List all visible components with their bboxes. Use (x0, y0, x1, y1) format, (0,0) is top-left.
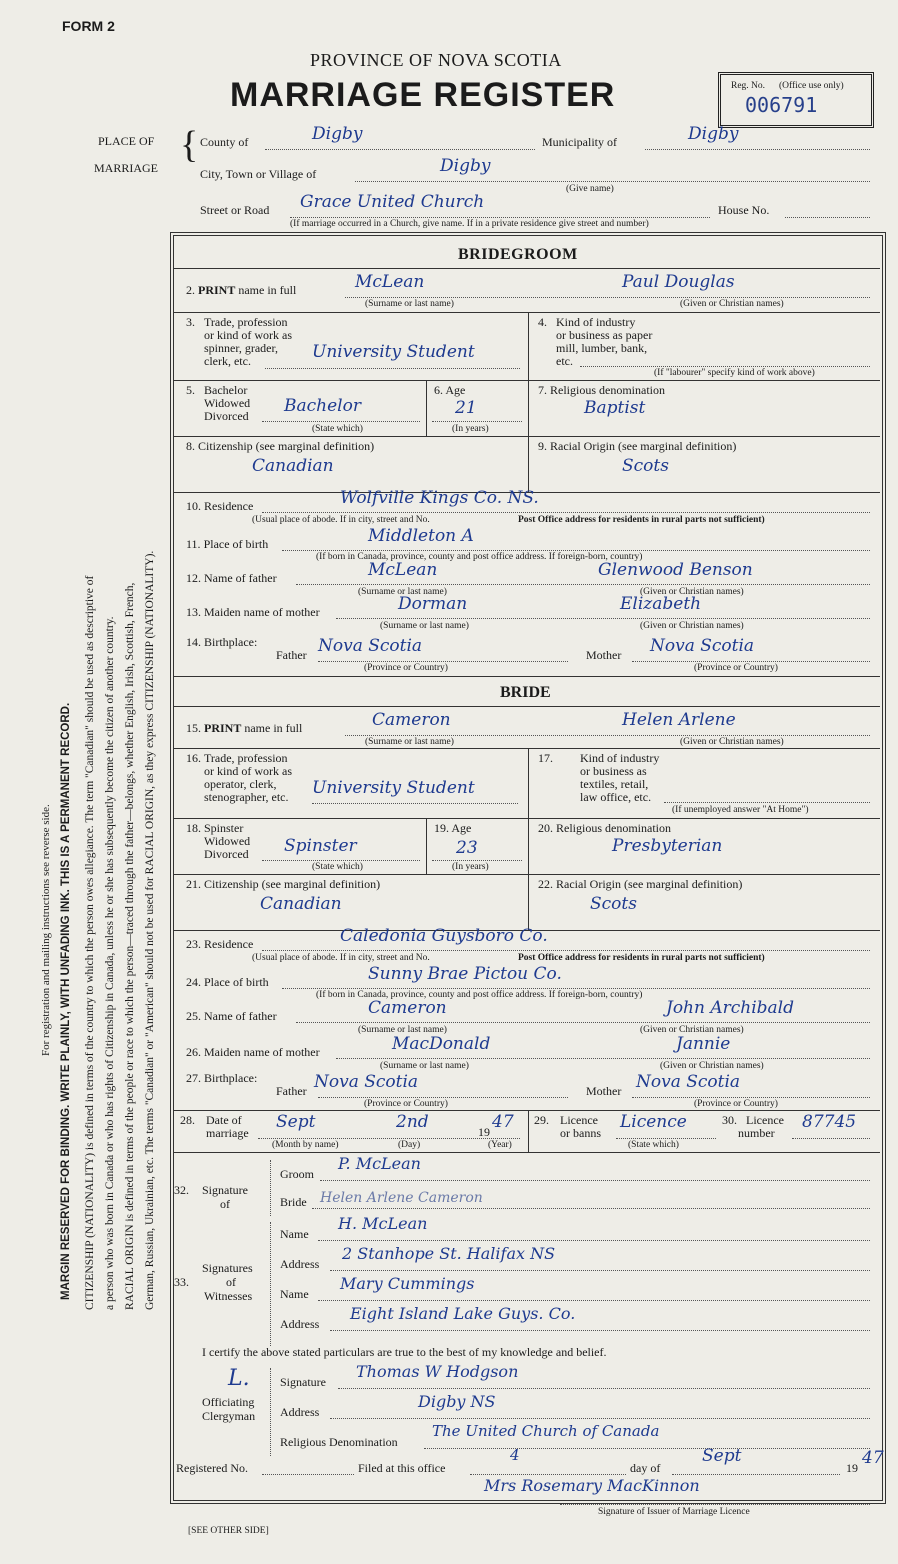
groom-father-given: Glenwood Benson (598, 560, 753, 580)
f28-line-1: Date of (206, 1113, 242, 1127)
f14-label: Birthplace: (204, 635, 258, 649)
bride-surname: Cameron (372, 710, 451, 730)
filed-label: Filed at this office (358, 1461, 446, 1475)
f14-father-label: Father (276, 648, 307, 662)
groom-status: Bachelor (284, 396, 361, 416)
f4-line-2: or business as paper (556, 328, 653, 342)
bride-mother-surname: MacDonald (392, 1034, 491, 1054)
witness-2-name: Mary Cummings (340, 1274, 475, 1293)
bride-religion: Presbyterian (612, 836, 723, 856)
street-value: Grace United Church (300, 192, 485, 212)
f16-line-3: operator, clerk, (204, 777, 277, 791)
f20-num: 20. (538, 821, 553, 835)
f26-label: Maiden name of mother (204, 1045, 320, 1059)
f27-mother-label: Mother (586, 1084, 622, 1098)
f12-label: Name of father (204, 571, 277, 585)
groom-surname: McLean (355, 272, 425, 292)
f28-line-2: marriage (206, 1126, 249, 1140)
f14-mother-label: Mother (586, 648, 622, 662)
groom-given-note: (Given or Christian names) (680, 299, 784, 309)
f18-num: 18. (186, 821, 201, 835)
bride-father-birthplace: Nova Scotia (314, 1072, 419, 1092)
licence-number: 87745 (802, 1112, 857, 1132)
groom-mother-surname: Dorman (398, 594, 468, 614)
bride-signature: Helen Arlene Cameron (320, 1190, 483, 1206)
f27-father-note: (Province or Country) (364, 1099, 448, 1109)
clergy-denomination-label: Religious Denomination (280, 1435, 398, 1449)
licence-state-which: (State which) (628, 1140, 679, 1150)
f5-line-2: Widowed (204, 396, 251, 410)
bride-mother-birthplace: Nova Scotia (636, 1072, 741, 1092)
f4-line-1: Kind of industry (556, 315, 636, 329)
bride-age: 23 (456, 838, 478, 858)
groom-father-birthplace: Nova Scotia (318, 636, 423, 656)
f10-label: Residence (204, 499, 254, 513)
groom-mother-given: Elizabeth (620, 594, 702, 614)
f29-num: 29. (534, 1113, 549, 1127)
bride-sig-label: Bride (280, 1195, 307, 1209)
bride-state-which: (State which) (312, 862, 363, 872)
f23-num: 23. (186, 937, 201, 951)
street-note: (If marriage occurred in a Church, give name. If in a private residence give street and number) (290, 219, 649, 229)
w1-name-label: Name (280, 1227, 309, 1241)
f24-num: 24. (186, 975, 201, 989)
filed-year-prefix: 19 (846, 1461, 858, 1475)
w2-address-label: Address (280, 1317, 320, 1331)
f17-line-4: law office, etc. (580, 790, 652, 804)
margin-line-4: a person who was born in Canada or who has rights of Citizenship in Canada, unless he or she has subsequently become the citizen of another country. (104, 616, 116, 1310)
f14-mother-note: (Province or Country) (694, 663, 778, 673)
bride-given-note: (Given or Christian names) (680, 737, 784, 747)
marriage-year-prefix: 19 (478, 1125, 490, 1139)
f11-num: 11. (186, 537, 201, 551)
groom-sig-label: Groom (280, 1167, 314, 1181)
f16-line-1: Trade, profession (204, 751, 288, 765)
f3-line-4: clerk, etc. (204, 354, 251, 368)
house-label: House No. (718, 203, 770, 217)
give-name-note: (Give name) (566, 184, 614, 194)
f29-line-2: or banns (560, 1126, 601, 1140)
year-note: (Year) (488, 1140, 512, 1150)
f33-line-3: Witnesses (204, 1289, 253, 1303)
f27-mother-note: (Province or Country) (694, 1099, 778, 1109)
f11-label: Place of birth (203, 537, 269, 551)
f17-note: (If unemployed answer "At Home") (672, 805, 809, 815)
margin-line-1: For registration and mailing instructions see reverse side. (40, 804, 52, 1056)
f3-num: 3. (186, 315, 195, 329)
f22-label: Racial Origin (see marginal definition) (556, 877, 743, 891)
f2-label: name in full (238, 283, 297, 297)
f17-line-2: or business as (580, 764, 647, 778)
f2-num: 2. (186, 283, 195, 297)
bride-status: Spinster (284, 836, 357, 856)
f27-label: Birthplace: (204, 1071, 258, 1085)
f16-line-4: stenographer, etc. (204, 790, 289, 804)
clergy-address-label: Address (280, 1405, 320, 1419)
clergy-signature-label: Signature (280, 1375, 326, 1389)
clergy-mark: L. (228, 1366, 250, 1391)
f26-given-note: (Given or Christian names) (660, 1061, 764, 1071)
groom-surname-note: (Surname or last name) (365, 299, 454, 309)
f30-line-1: Licence (746, 1113, 784, 1127)
f29-line-1: Licence (560, 1113, 598, 1127)
margin-line-6: German, Russian, Ukrainian, etc. The terms "Canadian" or "American" should not be used for RACIAL ORIGIN, as they express CITIZENSHIP (NATIONALITY). (144, 550, 156, 1310)
see-other-side: [SEE OTHER SIDE] (188, 1526, 269, 1536)
groom-given: Paul Douglas (622, 272, 735, 292)
f17-num: 17. (538, 751, 553, 765)
groom-religion: Baptist (584, 398, 646, 418)
bridegroom-heading: BRIDEGROOM (458, 246, 578, 263)
city-value: Digby (440, 156, 491, 176)
bride-age-note: (In years) (452, 862, 489, 872)
registered-label: Registered No. (176, 1461, 248, 1475)
marriage-day: 2nd (396, 1112, 429, 1132)
margin-line-2: MARGIN RESERVED FOR BINDING. WRITE PLAINLY, WITH UNFADING INK. THIS IS A PERMANENT RECORD. (60, 702, 72, 1300)
reg-number-box (718, 72, 874, 128)
f5-line-3: Divorced (204, 409, 249, 423)
f2-print: PRINT (198, 283, 236, 297)
f8-label: Citizenship (see marginal definition) (198, 439, 375, 453)
w1-address-label: Address (280, 1257, 320, 1271)
place-label-1: PLACE OF (98, 134, 155, 148)
f10-note-b: Post Office address for residents in rural parts not sufficient) (518, 515, 765, 525)
groom-mother-birthplace: Nova Scotia (650, 636, 755, 656)
f6-num: 6. (434, 383, 443, 397)
marriage-month: Sept (276, 1112, 316, 1132)
f7-num: 7. (538, 383, 547, 397)
f16-num: 16. (186, 751, 201, 765)
groom-signature: P. McLean (338, 1154, 421, 1173)
margin-line-5: RACIAL ORIGIN is defined in terms of the people or race to which the person—traced through the father—belongs, whether English, Irish, Scottish, French, (124, 582, 136, 1310)
city-label: City, Town or Village of (200, 167, 317, 181)
f32-line-1: Signature (202, 1183, 248, 1197)
reg-note: (Office use only) (779, 81, 844, 91)
filed-year: 47 (862, 1448, 884, 1468)
f14-num: 14. (186, 635, 201, 649)
groom-occupation: University Student (312, 342, 475, 362)
f10-num: 10. (186, 499, 201, 513)
groom-age-note: (In years) (452, 424, 489, 434)
county-value: Digby (312, 124, 363, 144)
bride-residence: Caledonia Guysboro Co. (340, 926, 548, 946)
witness-1-address: 2 Stanhope St. Halifax NS (342, 1244, 556, 1263)
f16-line-2: or kind of work as (204, 764, 292, 778)
f30-num: 30. (722, 1113, 737, 1127)
f17-line-1: Kind of industry (580, 751, 660, 765)
f5-num: 5. (186, 383, 195, 397)
bride-birthplace: Sunny Brae Pictou Co. (368, 964, 562, 984)
f15-num: 15. (186, 721, 201, 735)
f33-num: 33. (174, 1275, 189, 1289)
clergy-signature: Thomas W Hodgson (356, 1362, 519, 1381)
bride-citizenship: Canadian (260, 894, 342, 914)
month-note: (Month by name) (272, 1140, 339, 1150)
f12-surname-note: (Surname or last name) (358, 587, 447, 597)
margin-line-3: CITIZENSHIP (NATIONALITY) is defined in terms of the country to which the person owes allegiance. The term "Canadian" should be used as descriptive of (84, 575, 96, 1310)
page-title: MARRIAGE REGISTER (230, 76, 616, 114)
f24-label: Place of birth (204, 975, 269, 989)
reg-number: 006791 (745, 93, 818, 117)
clergy-label-1: Officiating (202, 1395, 255, 1409)
bride-occupation: University Student (312, 778, 475, 798)
filed-month: Sept (702, 1446, 742, 1466)
f19-num: 19. (434, 821, 449, 835)
f27-father-label: Father (276, 1084, 307, 1098)
f11-note: (If born in Canada, province, county and post office address. If foreign-born, country) (316, 552, 643, 562)
f33-line-2: of (226, 1275, 236, 1289)
f23-note-a: (Usual place of abode. If in city, street and No. (252, 953, 430, 963)
place-brace: { (180, 124, 199, 166)
f18-line-2: Widowed (204, 834, 251, 848)
f27-num: 27. (186, 1071, 201, 1085)
f25-label: Name of father (204, 1009, 277, 1023)
f26-surname-note: (Surname or last name) (380, 1061, 469, 1071)
clergy-denomination: The United Church of Canada (432, 1422, 660, 1440)
f7-label: Religious denomination (550, 383, 665, 397)
filed-day: 4 (510, 1446, 520, 1464)
f13-label: Maiden name of mother (204, 605, 320, 619)
f3-line-1: Trade, profession (204, 315, 288, 329)
f12-given-note: (Given or Christian names) (640, 587, 744, 597)
municipality-label: Municipality of (542, 135, 617, 149)
reg-label: Reg. No. (731, 81, 766, 91)
f13-given-note: (Given or Christian names) (640, 621, 744, 631)
certify-statement: I certify the above stated particulars are true to the best of my knowledge and belief. (202, 1345, 607, 1359)
f18-line-3: Divorced (204, 847, 249, 861)
f12-num: 12. (186, 571, 201, 585)
groom-state-which: (State which) (312, 424, 363, 434)
day-note: (Day) (398, 1140, 421, 1150)
bride-heading: BRIDE (500, 684, 551, 701)
f32-num: 32. (174, 1183, 189, 1197)
f24-note: (If born in Canada, province, county and post office address. If foreign-born, country) (316, 990, 643, 1000)
f8-num: 8. (186, 439, 195, 453)
bride-mother-given: Jannie (676, 1034, 731, 1054)
place-label-2: MARRIAGE (94, 161, 159, 175)
f21-label: Citizenship (see marginal definition) (204, 877, 381, 891)
bride-father-given: John Archibald (666, 998, 794, 1018)
issuer-label: Signature of Issuer of Marriage Licence (598, 1507, 750, 1517)
f25-given-note: (Given or Christian names) (640, 1025, 744, 1035)
f13-surname-note: (Surname or last name) (380, 621, 469, 631)
f30-line-2: number (738, 1126, 775, 1140)
groom-racial-origin: Scots (622, 456, 669, 476)
issuer-signature: Mrs Rosemary MacKinnon (484, 1476, 700, 1495)
f25-surname-note: (Surname or last name) (358, 1025, 447, 1035)
witness-1-name: H. McLean (338, 1214, 428, 1233)
f4-line-4: etc. (556, 354, 573, 368)
f20-label: Religious denomination (556, 821, 671, 835)
f23-note-b: Post Office address for residents in rural parts not sufficient) (518, 953, 765, 963)
day-of-label: day of (630, 1461, 661, 1475)
f10-note-a: (Usual place of abode. If in city, street and No. (252, 515, 430, 525)
clergy-label-2: Clergyman (202, 1409, 256, 1423)
witness-2-address: Eight Island Lake Guys. Co. (350, 1304, 576, 1323)
f4-line-3: mill, lumber, bank, (556, 341, 648, 355)
f15-label: name in full (244, 721, 303, 735)
f4-num: 4. (538, 315, 547, 329)
f32-line-2: of (220, 1197, 230, 1211)
f25-num: 25. (186, 1009, 201, 1023)
groom-citizenship: Canadian (252, 456, 334, 476)
f26-num: 26. (186, 1045, 201, 1059)
municipality-value: Digby (688, 124, 739, 144)
province-heading: PROVINCE OF NOVA SCOTIA (310, 50, 562, 70)
county-label: County of (200, 135, 249, 149)
w2-name-label: Name (280, 1287, 309, 1301)
f22-num: 22. (538, 877, 553, 891)
bride-given: Helen Arlene (622, 710, 736, 730)
form-number: FORM 2 (62, 18, 115, 34)
f19-label: Age (451, 821, 472, 835)
f28-num: 28. (180, 1113, 195, 1127)
groom-father-surname: McLean (368, 560, 438, 580)
f17-line-3: textiles, retail, (580, 777, 649, 791)
bride-father-surname: Cameron (368, 998, 447, 1018)
bride-surname-note: (Surname or last name) (365, 737, 454, 747)
street-label: Street or Road (200, 203, 270, 217)
f3-line-2: or kind of work as (204, 328, 292, 342)
f18-line-1: Spinster (204, 821, 244, 835)
clergy-address: Digby NS (418, 1392, 496, 1411)
f9-label: Racial Origin (see marginal definition) (550, 439, 737, 453)
f15-print: PRINT (204, 721, 242, 735)
bride-racial-origin: Scots (590, 894, 637, 914)
f14-father-note: (Province or Country) (364, 663, 448, 673)
f13-num: 13. (186, 605, 201, 619)
f5-line-1: Bachelor (204, 383, 248, 397)
f23-label: Residence (204, 937, 254, 951)
marriage-year: 47 (492, 1112, 514, 1132)
groom-age: 21 (455, 398, 477, 418)
f6-label: Age (445, 383, 466, 397)
f33-line-1: Signatures (202, 1261, 253, 1275)
f21-num: 21. (186, 877, 201, 891)
licence-type: Licence (620, 1112, 687, 1132)
groom-birthplace: Middleton A (368, 526, 474, 546)
groom-residence: Wolfville Kings Co. NS. (340, 488, 539, 508)
f4-note: (If "labourer" specify kind of work above) (654, 368, 815, 378)
f9-num: 9. (538, 439, 547, 453)
f3-line-3: spinner, grader, (204, 341, 279, 355)
